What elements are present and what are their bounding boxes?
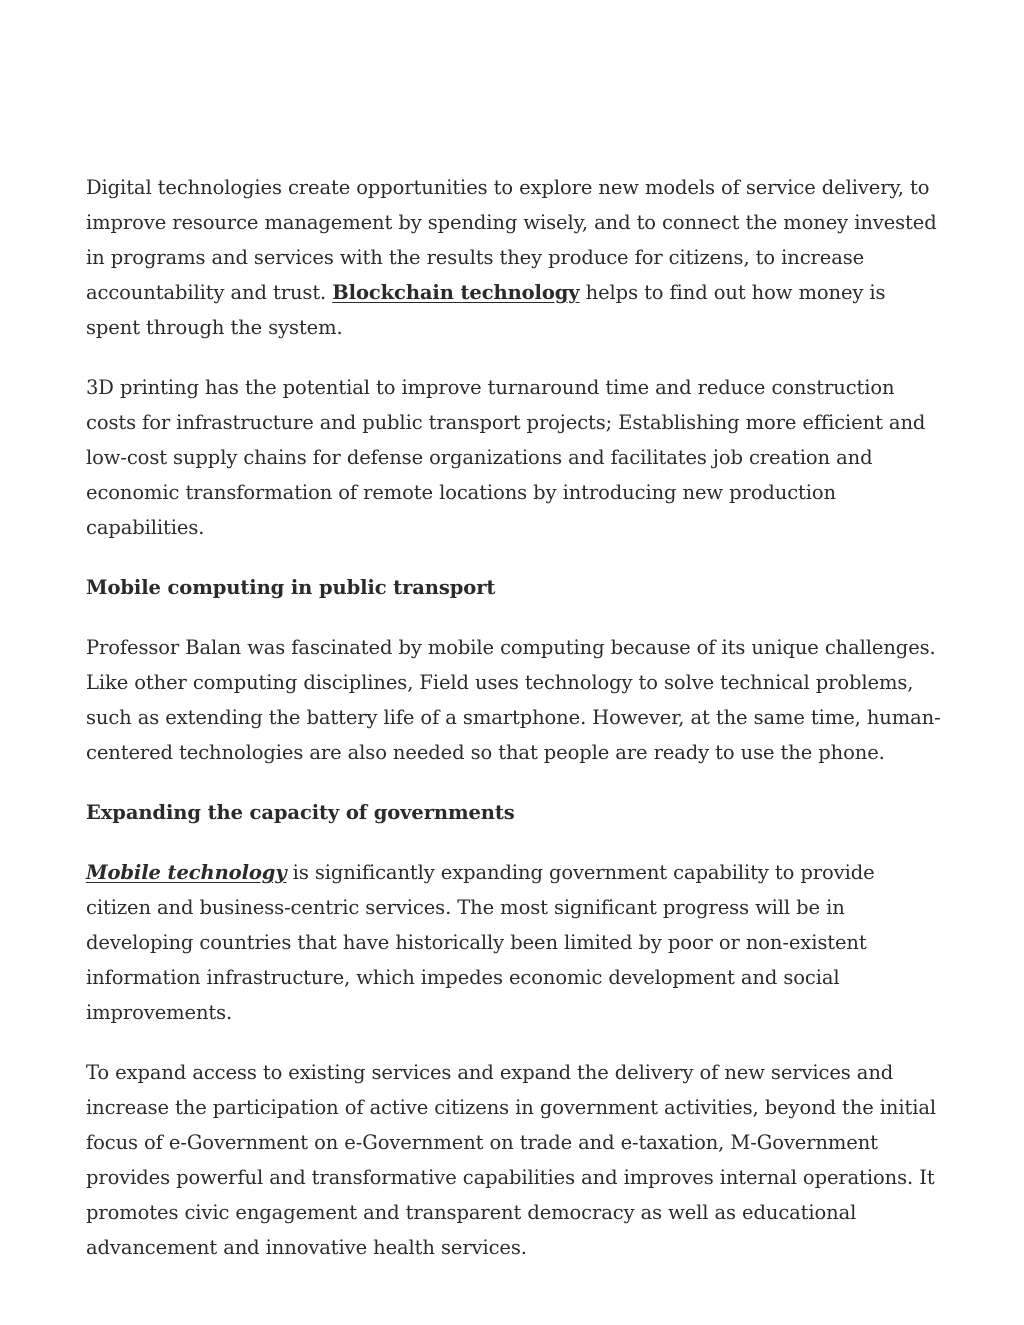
article-body — [86, 170, 942, 1290]
mobile-technology-link[interactable]: Mobile technology — [86, 861, 287, 884]
paragraph-3d-printing: 3D printing has the potential to improve turnaround time and reduce construction costs for infrastructure and public transport projects; Establishing more efficient and low-cost supply chains for defense organizations and facilitates job creation and economic transformation of remote locations by introducing new production capabilities. — [86, 376, 926, 539]
paragraph-text: is significantly expanding government capability to provide citizen and business-centric services. The most significant progress will be in developing countries that have historically been limited by poor or non-existent information infrastructure, which impedes economic development and social improvements. — [86, 861, 875, 1024]
paragraph-text: helps to find out how money is spent through the system. — [86, 281, 886, 339]
blockchain-technology-link[interactable]: Blockchain technology — [332, 281, 580, 304]
paragraph-mobile-technology — [86, 855, 942, 1030]
paragraph-text: Digital technologies create opportunities to explore new models of service delivery, to improve resource management by spending wisely, and to connect the money invested in programs and services with the results they produce for citizens, to increase accountability and trust. — [86, 176, 937, 304]
paragraph-expand-access: To expand access to existing services and expand the delivery of new services and increase the participation of active citizens in government activities, beyond the initial focus of e-Government on e-Government on trade and e-taxation, M-Government provides powerful and transformative capabilities and improves internal operations. It promotes civic engagement and transparent democracy as well as educational advancement and innovative health services. — [86, 1061, 937, 1259]
heading-expanding-capacity: Expanding the capacity of governments — [86, 801, 515, 824]
paragraph-digital-technologies — [86, 170, 942, 345]
heading-mobile-computing: Mobile computing in public transport — [86, 576, 496, 599]
paragraph-professor-balan: Professor Balan was fascinated by mobile computing because of its unique challenges. Like other computing disciplines, Field uses technology to solve technical problems, such as extending the battery life of a smartphone. However, at the same time, human-centered technologies are also needed so that people are ready to use the phone. — [86, 636, 941, 764]
